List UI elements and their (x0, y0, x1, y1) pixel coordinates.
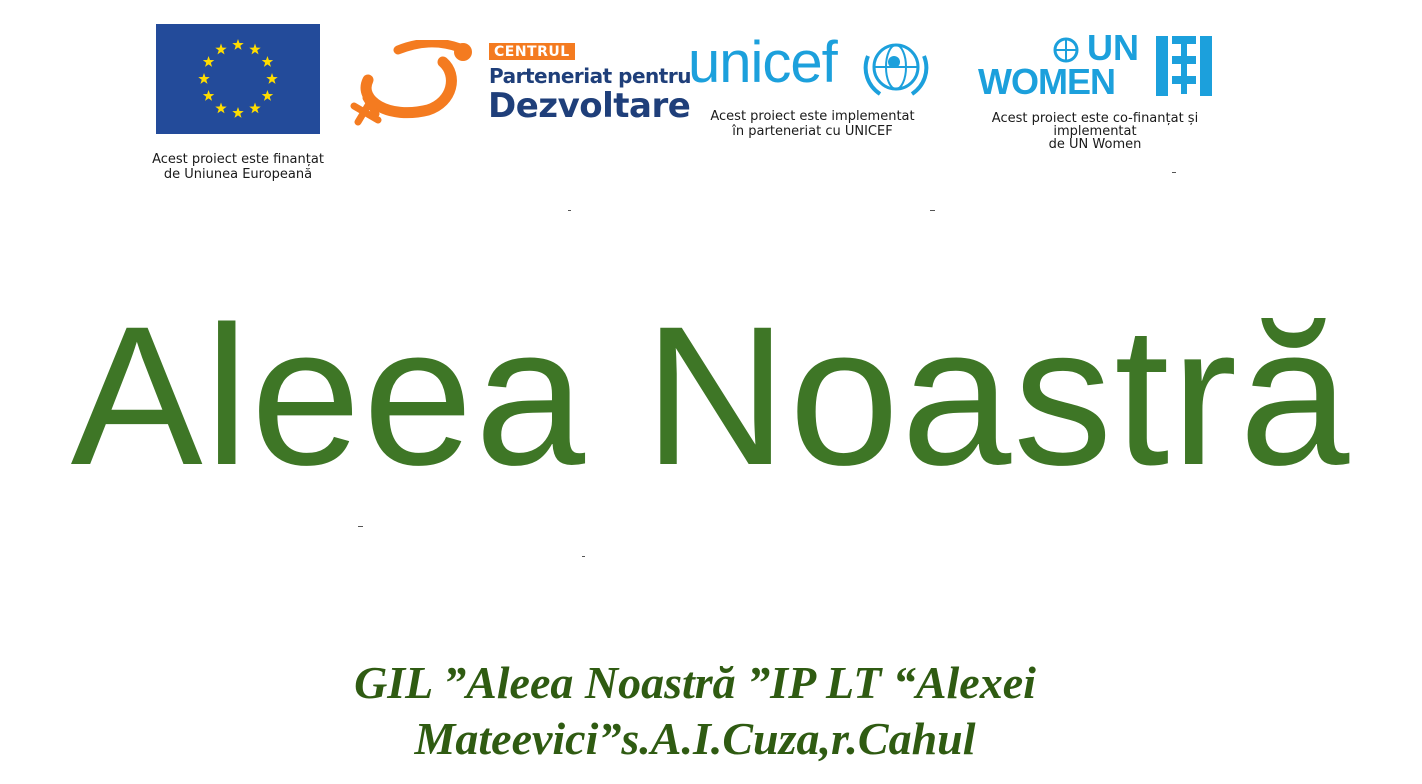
cpd-line1: Parteneriat pentru (489, 64, 691, 88)
subtitle-line1: GIL ”Aleea Noastră ”IP LT “Alexei (354, 657, 1036, 708)
unwomen-symbol-icon (1154, 32, 1214, 100)
subtitle-line2: Mateevici”s.A.I.Cuza,r.Cahul (414, 713, 976, 764)
unicef-caption (690, 109, 935, 139)
unicef-globe-icon (860, 36, 932, 98)
speck-mark (930, 210, 935, 211)
cpd-line2: Dezvoltare (488, 86, 691, 126)
speck-mark (582, 556, 585, 557)
eu-flag-logo (156, 24, 320, 134)
subtitle (0, 655, 1390, 767)
unicef-caption-line1: Acest proiect este implementat (710, 109, 915, 124)
eu-caption-line1: Acest proiect este finanțat (152, 152, 324, 167)
unicef-wordmark: unicef (688, 30, 837, 95)
unwomen-women-text: WOMEN (978, 61, 1115, 102)
unicef-caption-line2: în parteneriat cu UNICEF (732, 124, 893, 139)
unwomen-caption (950, 112, 1240, 151)
eu-caption (128, 152, 348, 182)
speck-mark (1172, 172, 1176, 173)
unwomen-caption-line1: Acest proiect este co-finanțat și implementat (991, 111, 1199, 139)
eu-caption-line2: de Uniunea Europeană (163, 167, 313, 182)
speck-mark (568, 210, 571, 211)
un-emblem-icon (1048, 36, 1084, 64)
cpd-symbol-logo (348, 40, 478, 132)
unwomen-caption-line2: de UN Women (1048, 137, 1142, 152)
unwomen-un-text: UN (1087, 27, 1139, 68)
cpd-tag: CENTRUL (489, 43, 575, 60)
page-title: Aleea Noastră (70, 285, 1352, 506)
speck-mark (358, 526, 363, 527)
